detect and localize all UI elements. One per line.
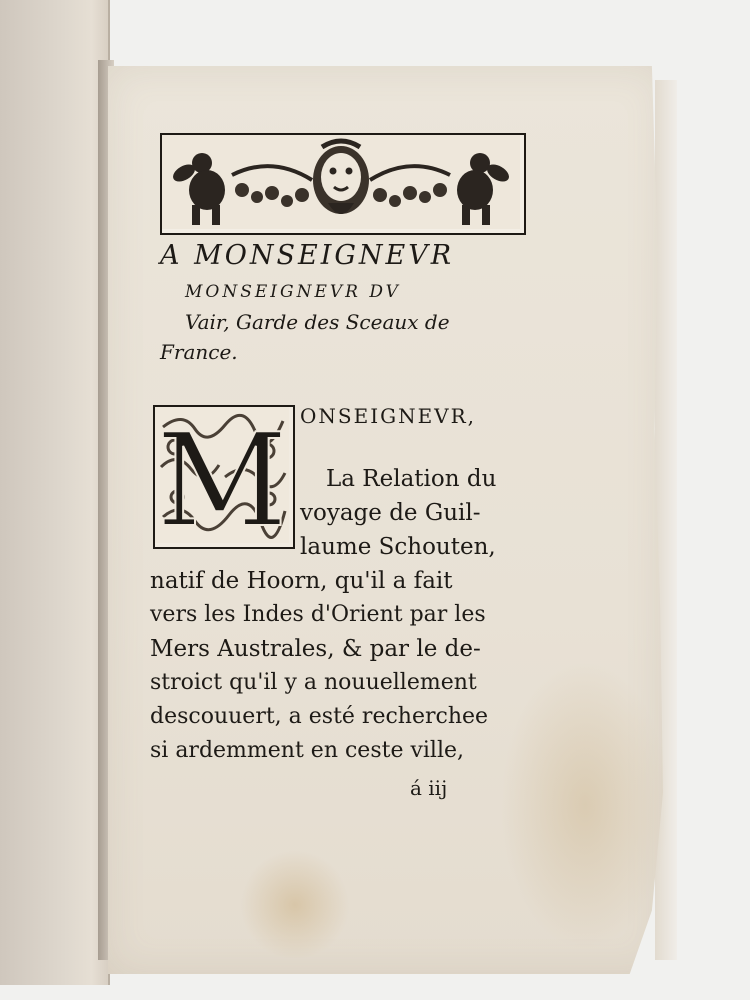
body-text-line: natif de Hoorn, qu'il a fait (150, 568, 453, 594)
body-text-line: laume Schouten, (300, 534, 496, 560)
left-page-edge (0, 0, 110, 985)
body-text-line: vers les Indes d'Orient par les (150, 602, 486, 627)
initial-letter: M (156, 407, 288, 543)
decorated-initial (153, 405, 295, 549)
body-text-line: si ardemment en ceste ville, (150, 738, 465, 763)
body-text-line: Mers Australes, & par le de- (150, 636, 481, 662)
body-text-line: voyage de Guil- (300, 500, 481, 526)
ornament-headpiece-icon (160, 133, 526, 235)
dedication-heading: A MONSEIGNEVR (160, 240, 455, 271)
body-text-line: La Relation du (326, 466, 497, 492)
dedicatee-line-1: MONSEIGNEVR DV (185, 282, 401, 302)
body-text-line: stroict qu'il y a nouuellement (150, 670, 477, 695)
salutation: ONSEIGNEVR, (300, 404, 477, 428)
dedicatee-line-2: Vair, Garde des Sceaux de (185, 310, 450, 334)
water-stain (240, 850, 350, 960)
body-text-line: descouuert, a esté recherchee (150, 704, 489, 729)
water-stain (500, 660, 670, 950)
dedicatee-line-3: France. (160, 340, 238, 364)
signature-mark: á iij (410, 776, 448, 800)
